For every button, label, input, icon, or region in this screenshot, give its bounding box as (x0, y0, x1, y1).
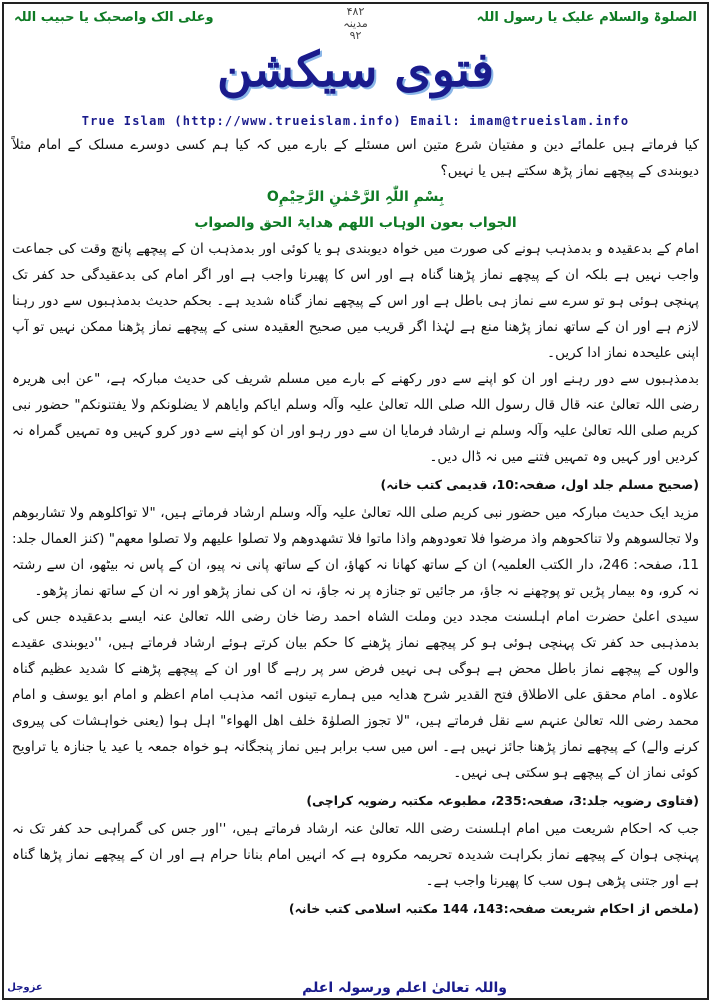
answer-paragraph-5: جب کہ احکام شریعت میں امام اہلسنت رضی اللہ تعالیٰ عنہ ارشاد فرماتے ہیں، ''اور جس کی گمراہی حد کفر تک نہ پہنچی ہوان کے پیچھے نماز بکراہت شدیدہ تحریمہ مکروہ ہے کہ انہیں امام بنانا حرام ہے اور ان کے پیچھے نماز پڑھا گناہ ہے اور جتنی پڑھی ہوں سب کا پھیرنا واجب ہے۔ (12, 821, 699, 889)
reference-1: (صحیح مسلم جلد اول، صفحہ:10، قدیمی کتب خانہ) (380, 477, 699, 492)
fatwa-number: ۴۸۲ (346, 5, 365, 18)
answer-paragraph-2: بدمذہبوں سے دور رہنے اور ان کو اپنے سے دور رکھنے کے بارے میں مسلم شریف کی حدیث مبارکہ ہے، "عن ابی ھریرہ رضی اللہ تعالیٰ عنہ قال قال رسول اللہ صلی اللہ تعالیٰ علیہ وآلہ وسلم ایاکم وایاھم لا یضلونکم ولا یفتنونکم" حضور نبی کریم صلی اللہ تعالیٰ علیہ وآلہ وسلم نے ارشاد فرمایا ان سے دور رہو اور ان کو اپنے سے دور کرو کہیں وہ تمہیں گمراہ نہ کردیں اور کہیں وہ تمہیں فتنے میں نہ ڈال دیں۔ (12, 371, 699, 465)
answer-paragraph-1: امام کے بدعقیدہ و بدمذہب ہونے کی صورت میں خواہ دیوبندی ہو یا کوئی اور بدمذہب ان کے پیچھے پانچ وقت کی جماعت واجب نہیں ہے بلکہ ان کے پیچھے نماز پڑھنا گناہ ہے اور اس کا پھیرنا واجب ہے اور اگر امام کی بدعقیدگی حد کفر تک پہنچی ہوئی ہو تو سرے سے نماز ہی باطل ہے اور اس کے پیچھے نماز گناہ شدید ہے۔ بحکم حدیث بدمذہبوں سے دور رہنا لازم ہے اور ان کے ساتھ نماز پڑھنا منع ہے لہٰذا اگر قریب میں صحیح العقیدہ سنی کے پیچھے نماز پڑھنا ممکن نہیں تو آپ اپنی علیحدہ نماز ادا کریں۔ (12, 241, 699, 361)
reference-2: (فتاوی رضویہ جلد:3، صفحہ:235، مطبوعہ مکتبہ رضویہ کراچی) (306, 793, 699, 808)
fatwa-page (2, 2, 709, 1000)
bismillah: بِسْمِ اللّٰہِ الرَّحْمٰنِ الرَّحِیْمِO (266, 189, 445, 205)
salutation-left: وعلی الک واصحبک یا حبیب اللہ (14, 10, 214, 25)
fatwa-place: مدینہ (343, 17, 368, 30)
answer-paragraph-4: سیدی اعلیٰ حضرت امام اہلسنت مجدد دین وملت الشاہ احمد رضا خان رضی اللہ تعالیٰ عنہ ایسے بدعقیدہ جس کی بدمذہبی حد کفر تک پہنچی ہوئی ہو کر پیچھے نماز پڑھنے کا حکم بیان کرتے ہوئے ارشاد فرماتے ہیں، ''دیوبندی عقیدے والوں کے پیچھے نماز باطل محض ہے ہوگی ہی نہیں فرض سر پر رہے گا اور ان کے پیچھے پڑھنے کا شدید عظیم گناہ علاوہ۔ امام محقق علی الاطلاق فتح القدیر شرح ھدایہ میں ہمارے تینوں ائمہ مذہب امام اعظم و امام ابو یوسف و امام محمد رضی اللہ تعالیٰ عنہم سے نقل فرماتے ہیں، "لا تجوز الصلوٰۃ خلف اھل الھواء" اہل ہوا (یعنی خواہشات کی پیروی کرنے والے) کے پیچھے نماز پڑھنا جائز نہیں ہے۔ اس میں سب برابر ہیں نماز پنجگانہ ہو خواہ جمعہ یا عید یا جنازہ یا تراویح کوئی نماز ان کے پیچھے ہو سکتی ہی نہیں۔ (12, 609, 699, 781)
contact-line: True Islam (http://www.trueislam.info) Email: imam@trueislam.info (81, 114, 630, 128)
fatwa-number-block (316, 6, 396, 42)
question-text: کیا فرماتے ہیں علمائے دین و مفتیان شرع متین اس مسئلے کے بارے میں کہ کیا ہم کسی دوسرے مسلک کے امام مثلاً دیوبندی کے پیچھے نماز پڑھ سکتے ہیں یا نہیں؟ (12, 137, 699, 179)
answer-paragraph-3: مزید ایک حدیث مبارکہ میں حضور نبی کریم صلی اللہ تعالیٰ علیہ وآلہ وسلم ارشاد فرماتے ہیں، "لا تواکلوھم ولا تشاربوھم ولا تجالسوھم ولا تناکحوھم واذ مرضوا فلا تعودوھم واذا ماتوا فلا تشھدوھم ولا تصلوا علیھم ولا تصلوا معھم" (کنز العمال جلد: 11، صفحہ: 246، دار الکتب العلمیہ) ان کے ساتھ کھانا نہ کھاؤ، ان کے ساتھ پانی نہ پیو، ان کے پاس نہ بیٹھو، ان سے رشتہ نہ کرو، وہ بیمار پڑیں تو پوچھنے نہ جاؤ، مر جائیں تو جنازہ پر نہ جاؤ، نہ ان کی نماز پڑھو اور نہ ان کے ساتھ نماز پڑھو۔ (12, 505, 699, 599)
calligraphy-seal-icon: عزوجل (7, 981, 43, 993)
fatwa-body (12, 132, 699, 976)
salutation-right: الصلوۃ والسلام علیک یا رسول اللہ (476, 10, 697, 25)
closing-line (4, 976, 707, 996)
answer-heading: الجواب بعون الوہاب اللھم ھدایۃ الحق والصواب (194, 215, 517, 231)
reference-3: (ملخص از احکام شریعت صفحہ:143، 144 مکتبہ اسلامی کتب خانہ) (288, 901, 699, 916)
fatwa-sub-number: ۹۲ (349, 29, 362, 42)
page-title: فتوی سیکشن (216, 42, 495, 98)
closing-text: واللہ تعالیٰ اعلم ورسولہ اعلم (302, 980, 507, 996)
